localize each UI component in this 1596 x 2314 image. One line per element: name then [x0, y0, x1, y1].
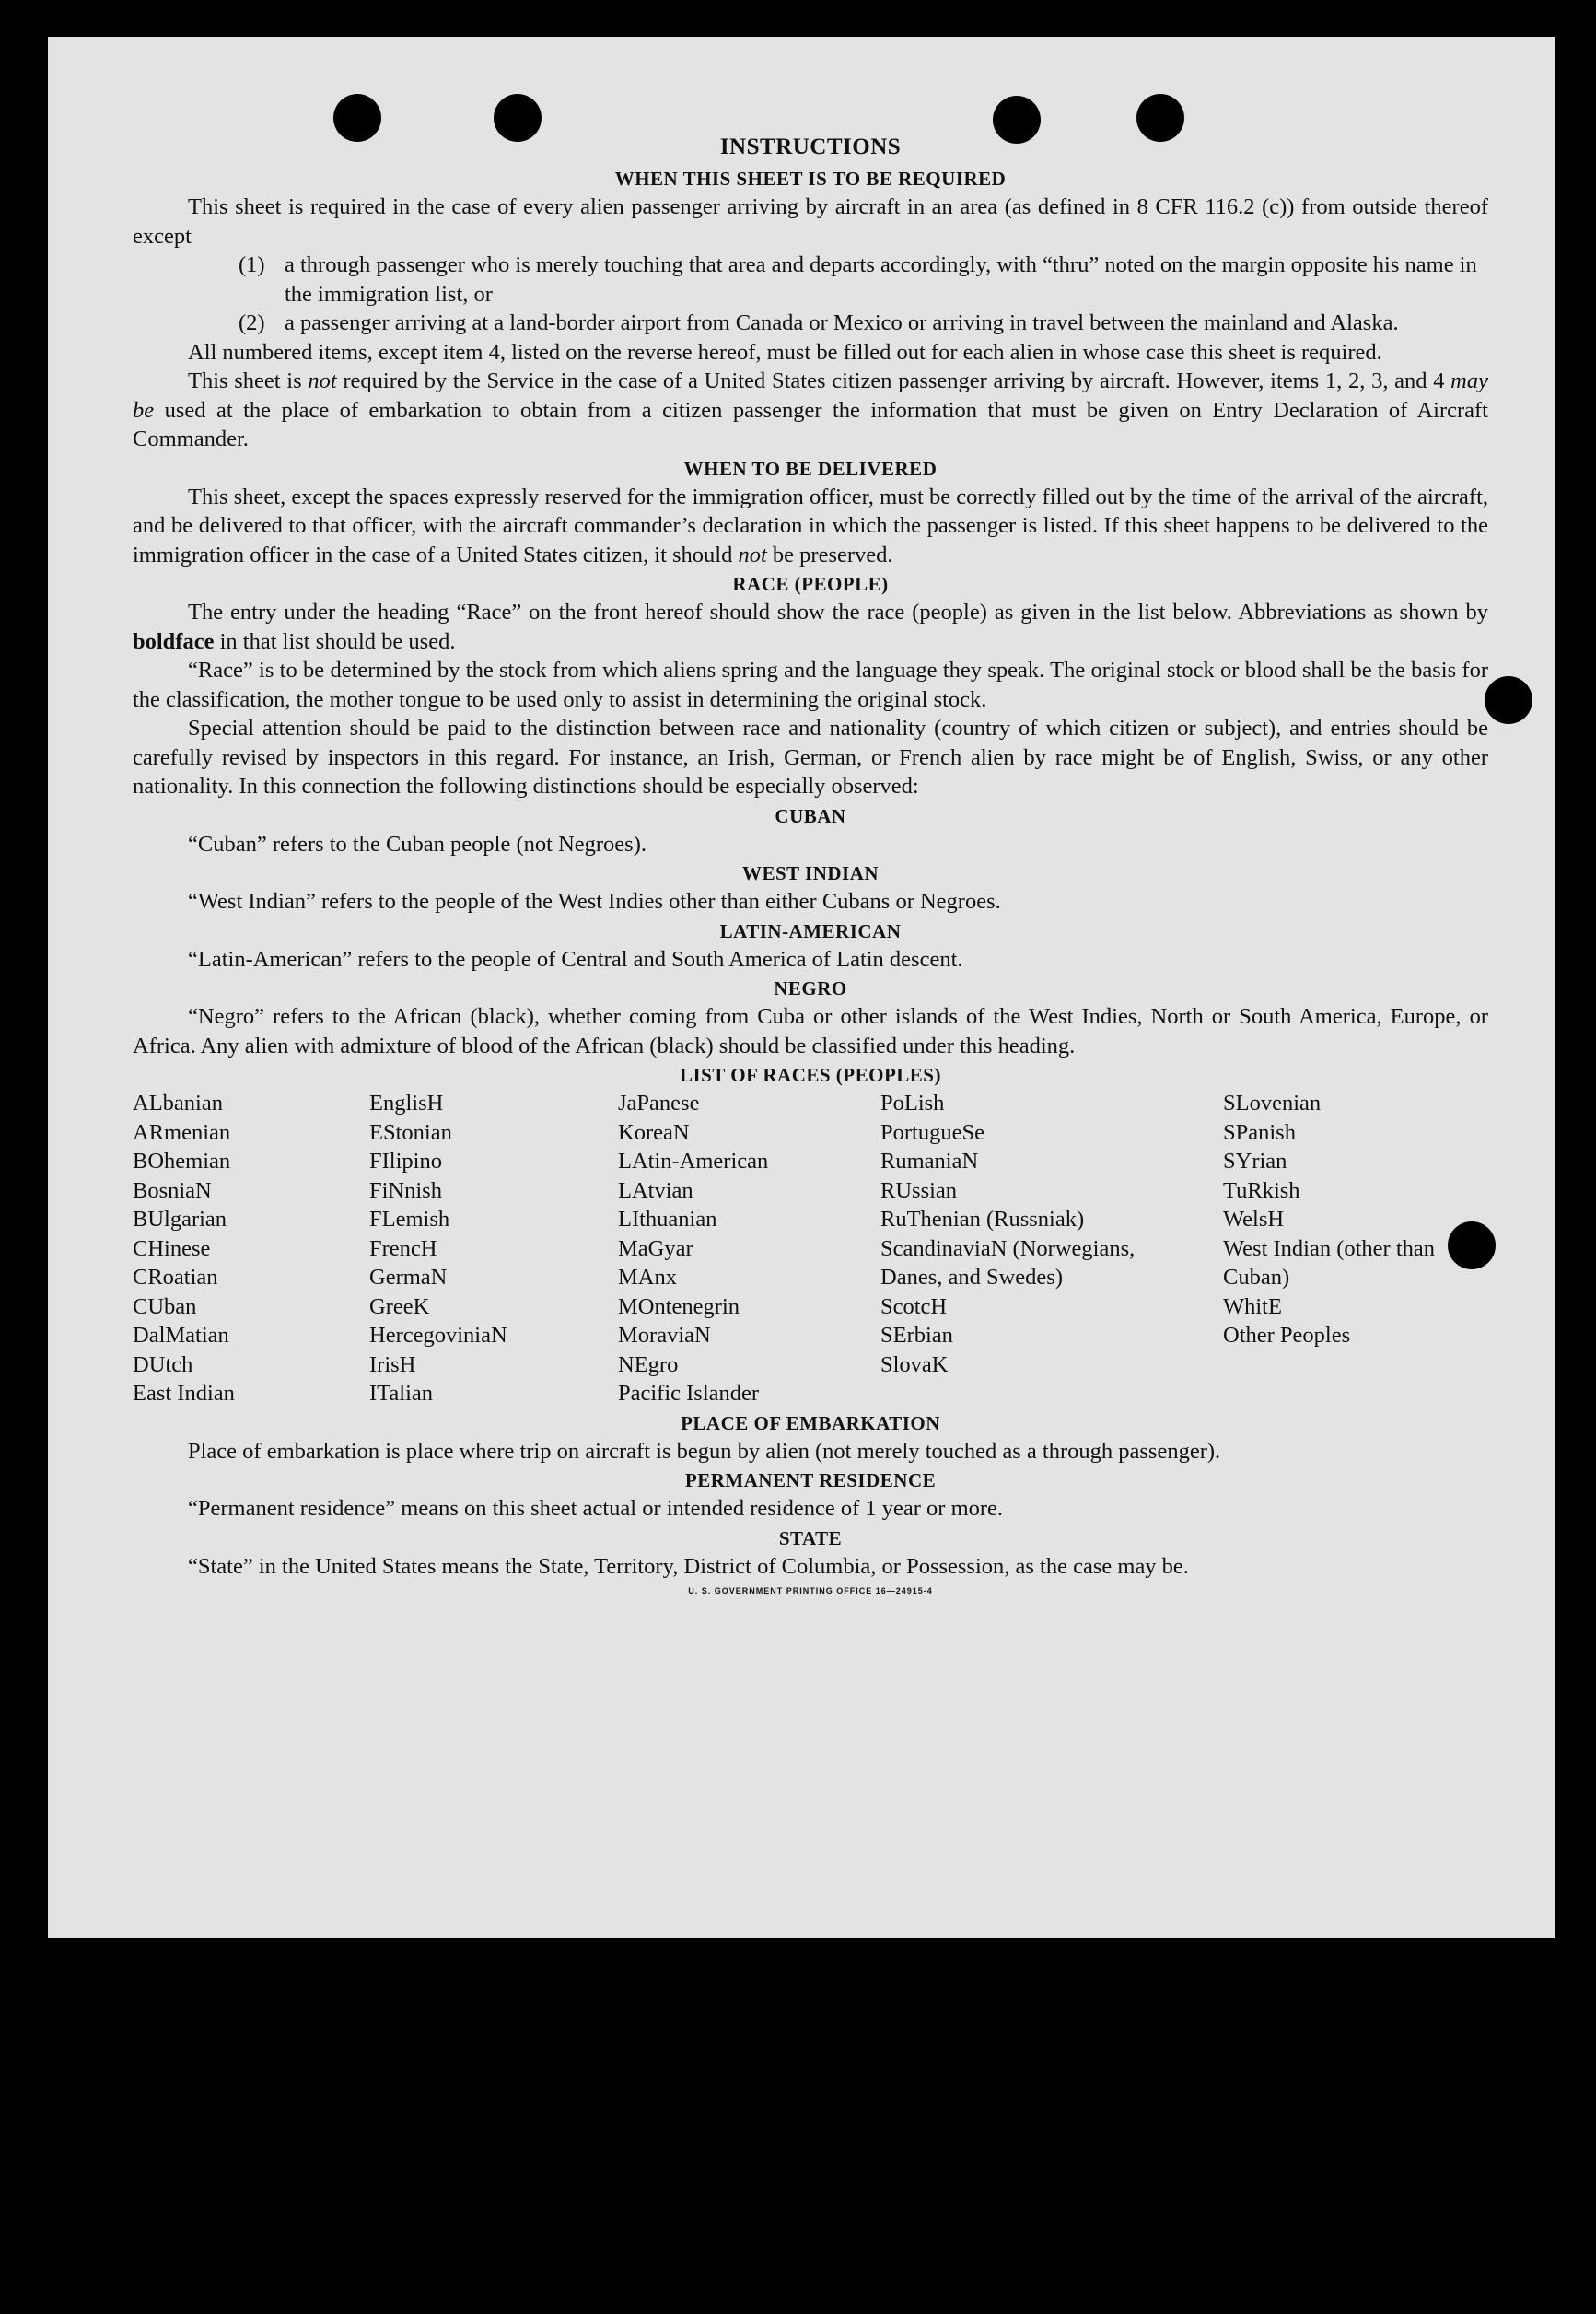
place-of-embarkation-paragraph: Place of embarkation is place where trip on aircraft is begun by alien (not merely touched as a through passenger).	[188, 1438, 1221, 1464]
citizen-text-c: used at the place of embarkation to obtain from a citizen passenger the information that must be given on Entry Declaration of Aircraft Commander.	[133, 397, 1488, 451]
race-entry: JaPanese	[618, 1091, 700, 1116]
race-entry: RuThenian (Russniak)	[880, 1207, 1085, 1232]
race-entry: RumaniaN	[880, 1149, 979, 1174]
race-entry: BOhemian	[133, 1149, 231, 1174]
race-entry: GermaN	[369, 1265, 448, 1290]
race-entry: LIthuanian	[618, 1207, 717, 1232]
page-title: INSTRUCTIONS	[719, 134, 902, 159]
race-entry: WhitE	[1223, 1293, 1282, 1319]
race-text-a: The entry under the heading “Race” on the front hereof should show the race (people) as given in the list below. Abbreviations as shown by	[188, 600, 1488, 625]
race-list	[133, 1089, 1488, 1408]
cuban-paragraph: “Cuban” refers to the Cuban people (not Negroes).	[188, 831, 647, 857]
latin-american-paragraph: “Latin-American” refers to the people of Central and South America of Latin descent.	[188, 946, 963, 972]
race-entry: PortugueSe	[880, 1119, 984, 1145]
race-entry: ALbanian	[133, 1091, 223, 1116]
citizen-text-a: This sheet is	[188, 368, 302, 393]
section-heading-cuban: CUBAN	[775, 804, 846, 827]
exception-number: (2)	[239, 310, 265, 335]
race-entry: MOntenegrin	[618, 1293, 740, 1319]
race-entry: CRoatian	[133, 1265, 218, 1290]
race-column	[618, 1089, 880, 1408]
race-entry: GreeK	[369, 1293, 430, 1319]
race-entry: ITalian	[369, 1381, 434, 1406]
race-column	[133, 1089, 369, 1408]
race-entry: CUban	[133, 1293, 197, 1319]
race-entry: FiNnish	[369, 1177, 442, 1203]
punch-hole	[1136, 94, 1184, 142]
race-entry: SYrian	[1223, 1149, 1287, 1174]
race-entry: Pacific Islander	[618, 1381, 760, 1406]
exception-item	[239, 251, 1488, 309]
printing-office-footer: U. S. GOVERNMENT PRINTING OFFICE 16—24915-4	[688, 1586, 933, 1595]
permanent-residence-paragraph: “Permanent residence” means on this sheet actual or intended residence of 1 year or more.	[188, 1496, 1004, 1521]
race-paragraph-3: Special attention should be paid to the distinction between race and nationality (country of which citizen or subject), and entries should be carefully revised by inspectors in this regard. For instance, an Irish, German, or French alien by race might be of English, Swiss, or any other nationality. In this connection the following distinctions should be especially observed:	[133, 716, 1488, 799]
west-indian-paragraph: “West Indian” refers to the people of the West Indies other than either Cubans or Negroes.	[188, 889, 1001, 914]
race-entry: CHinese	[133, 1235, 211, 1261]
punch-hole	[1448, 1221, 1496, 1269]
race-entry: TuRkish	[1223, 1177, 1300, 1203]
exception-text: a passenger arriving at a land-border airport from Canada or Mexico or arriving in travel between the mainland and Alaska.	[285, 310, 1399, 335]
section-heading-negro: NEGRO	[774, 977, 847, 999]
race-entry: KoreaN	[618, 1119, 690, 1145]
section-heading-latin-american: LATIN-AMERICAN	[719, 919, 902, 942]
when-required-intro: This sheet is required in the case of every alien passenger arriving by aircraft in an area (as defined in 8 CFR 116.2 (c)) from outside thereof except	[133, 194, 1488, 249]
state-paragraph: “State” in the United States means the State, Territory, District of Columbia, or Possession, as the case may be.	[188, 1553, 1189, 1579]
citizen-emphasis-may-be: may be	[133, 368, 1488, 423]
race-entry: EStonian	[369, 1119, 452, 1145]
race-entry: IrisH	[369, 1351, 416, 1377]
punch-hole	[993, 96, 1041, 144]
section-heading-permanent-residence: PERMANENT RESIDENCE	[684, 1469, 937, 1491]
section-heading-race: RACE (PEOPLE)	[732, 573, 889, 595]
delivered-text-a: This sheet, except the spaces expressly reserved for the immigration officer, must be correctly filled out by the time of the arrival of the aircraft, and be delivered to that officer, with the aircraft commander’s declaration in which the passenger is listed. If this sheet happens to be delivered to the immigration officer in the case of a United States citizen, it should	[133, 484, 1488, 567]
citizen-paragraph	[133, 367, 1488, 454]
punch-hole	[494, 94, 542, 142]
race-entry: PoLish	[880, 1091, 945, 1116]
section-heading-place-of-embarkation: PLACE OF EMBARKATION	[681, 1411, 940, 1434]
race-paragraph-1	[133, 598, 1488, 656]
race-entry: MaGyar	[618, 1235, 693, 1261]
instructions-page	[133, 134, 1488, 1595]
race-entry: Other Peoples	[1223, 1323, 1351, 1348]
exception-item	[239, 309, 1488, 338]
negro-paragraph: “Negro” refers to the African (black), whether coming from Cuba or other islands of the West Indies, North or South America, Europe, or Africa. Any alien with admixture of blood of the African (black) should be classified under this heading.	[133, 1004, 1488, 1058]
punch-hole	[1485, 676, 1532, 724]
when-delivered-paragraph	[133, 483, 1488, 570]
race-entry: FLemish	[369, 1207, 450, 1232]
citizen-text-b: required by the Service in the case of a United States citizen passenger arriving by aircraft. However, items 1, 2, 3, and 4	[343, 368, 1445, 393]
race-entry: FrencH	[369, 1235, 437, 1261]
race-entry: MoraviaN	[618, 1323, 711, 1348]
race-entry: BosniaN	[133, 1177, 212, 1203]
exception-number: (1)	[239, 252, 265, 277]
race-entry: SPanish	[1223, 1119, 1296, 1145]
race-entry: ARmenian	[133, 1119, 231, 1145]
race-entry: EnglisH	[369, 1091, 444, 1116]
race-column	[880, 1089, 1223, 1408]
citizen-emphasis-not: not	[308, 368, 337, 393]
race-entry: WelsH	[1223, 1207, 1285, 1232]
numbered-items-paragraph: All numbered items, except item 4, listed on the reverse hereof, must be filled out for each alien in whose case this sheet is required.	[188, 339, 1382, 365]
section-heading-list-of-races: LIST OF RACES (PEOPLES)	[680, 1064, 941, 1086]
punch-hole	[333, 94, 381, 142]
race-entry: ScotcH	[880, 1293, 948, 1319]
document-sheet	[48, 37, 1555, 1938]
section-heading-west-indian: WEST INDIAN	[741, 862, 880, 884]
race-entry: MAnx	[618, 1265, 677, 1290]
race-entry: BUlgarian	[133, 1207, 227, 1232]
race-entry: NEgro	[618, 1351, 679, 1377]
race-column	[369, 1089, 618, 1408]
race-entry: LAtvian	[618, 1177, 693, 1203]
race-boldface: boldface	[133, 628, 215, 654]
race-entry: West Indian (other than Cuban)	[1223, 1235, 1436, 1290]
section-heading-when-delivered: WHEN TO BE DELIVERED	[683, 457, 938, 480]
race-entry: RUssian	[880, 1177, 958, 1203]
race-entry: HercegoviniaN	[369, 1323, 507, 1348]
race-entry: DUtch	[133, 1351, 193, 1377]
race-text-b: in that list should be used.	[219, 628, 456, 654]
race-entry: ScandinaviaN (Norwegians, Danes, and Swedes)	[880, 1235, 1136, 1290]
race-entry: SlovaK	[880, 1351, 949, 1377]
race-entry: SLovenian	[1223, 1091, 1322, 1116]
race-entry: East Indian	[133, 1381, 235, 1406]
delivered-text-b: be preserved.	[772, 542, 893, 567]
race-paragraph-2: “Race” is to be determined by the stock from which aliens spring and the language they speak. The original stock or blood shall be the basis for the classification, the mother tongue to be used only to assist in determining the original stock.	[133, 658, 1488, 712]
race-entry: FIlipino	[369, 1149, 442, 1174]
race-entry: DalMatian	[133, 1323, 229, 1348]
delivered-emphasis-not: not	[738, 542, 767, 567]
section-heading-when-required: WHEN THIS SHEET IS TO BE REQUIRED	[614, 168, 1007, 190]
exception-text: a through passenger who is merely touching that area and departs accordingly, with “thru” noted on the margin opposite his name in the immigration list, or	[285, 252, 1477, 307]
race-entry: SErbian	[880, 1323, 953, 1348]
race-entry: LAtin-American	[618, 1149, 769, 1174]
section-heading-state: STATE	[778, 1526, 843, 1549]
